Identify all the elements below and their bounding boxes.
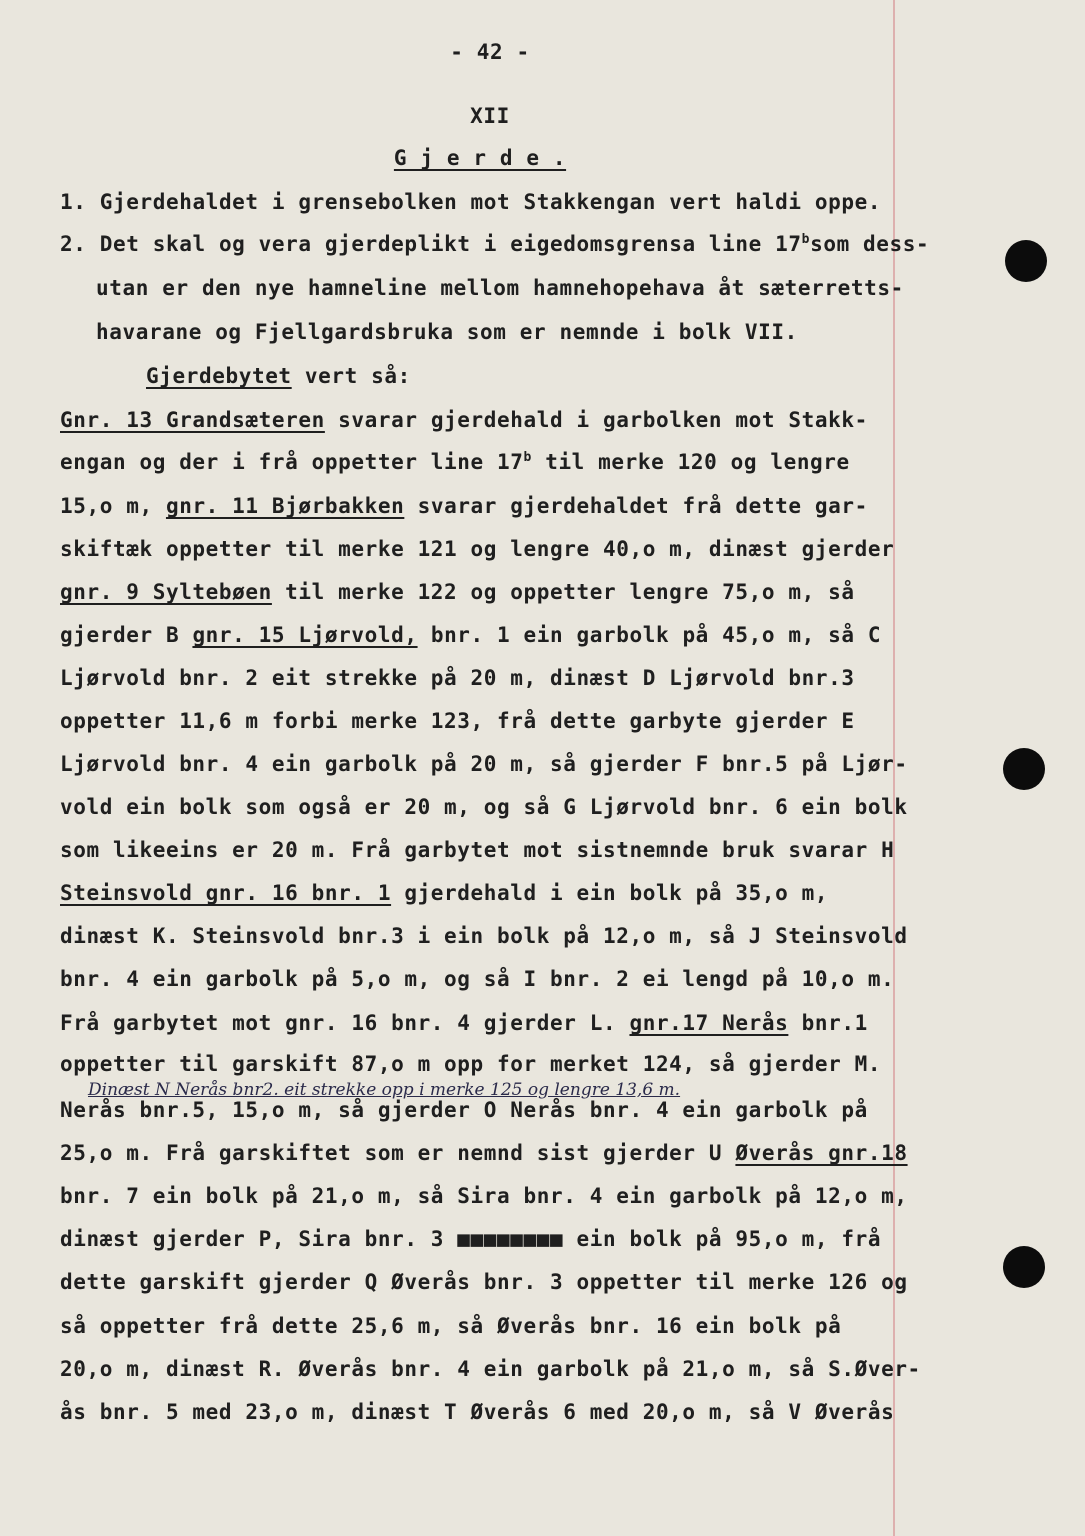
text-line: oppetter 11,6 m forbi merke 123, frå dette garbyte gjerder E (60, 709, 855, 733)
text-line: som likeeins er 20 m. Frå garbytet mot sistnemnde bruk svarar H (60, 838, 895, 862)
text-line: så oppetter frå dette 25,6 m, så Øverås bnr. 16 ein bolk på (60, 1314, 842, 1338)
item-number: 2. (60, 232, 87, 256)
text-segment: Frå garbytet mot gnr. 16 bnr. 4 gjerder L. (60, 1011, 630, 1035)
punch-hole (1003, 748, 1045, 790)
text-line: dinæst gjerder P, Sira bnr. 3 ■■■■■■■■ ein bolk på 95,o m, frå (60, 1227, 882, 1251)
item-2 (60, 232, 929, 256)
text-line: havarane og Fjellgardsbruka som er nemnde i bolk VII. (96, 320, 798, 344)
text-segment: gjerder B (60, 623, 193, 647)
text-line (60, 1011, 868, 1035)
property-name: gnr.17 Nerås (629, 1011, 789, 1035)
property-name: gnr. 11 Bjørbakken (165, 494, 405, 518)
property-name: gnr. 9 Syltebøen (60, 580, 272, 604)
superscript: b (523, 450, 532, 465)
text-line (60, 408, 868, 432)
property-name: Øverås gnr.18 (735, 1141, 908, 1165)
text-line: bnr. 7 ein bolk på 21,o m, så Sira bnr. 4 ein garbolk på 12,o m, (60, 1184, 908, 1208)
text-line (60, 494, 868, 518)
text-segment: til merke 122 og oppetter lengre 75,o m, så (271, 580, 855, 604)
item-text: Gjerdehaldet i grensebolken mot Stakkengan vert haldi oppe. (99, 190, 882, 214)
text-segment: gjerdehald i ein bolk på 35,o m, (391, 881, 829, 905)
section-title: G j e r d e . (393, 146, 567, 170)
item-number: 1. (60, 190, 87, 214)
text-line: oppetter til garskift 87,o m opp for merket 124, så gjerder M. (60, 1052, 882, 1076)
text-segment: til merke 120 og lengre (531, 450, 850, 474)
text-line (60, 623, 881, 647)
text-segment: svarar gjerdehaldet frå dette gar- (404, 494, 868, 518)
superscript: b (801, 232, 811, 247)
subheading-rest: vert så: (291, 364, 411, 388)
text-line: Ljørvold bnr. 4 ein garbolk på 20 m, så gjerder F bnr.5 på Ljør- (60, 752, 908, 776)
property-name: gnr. 15 Ljørvold, (192, 623, 418, 647)
text-line (60, 1141, 908, 1165)
punch-hole (1003, 1246, 1045, 1288)
text-line: 20,o m, dinæst R. Øverås bnr. 4 ein garbolk på 21,o m, så S.Øver- (60, 1357, 921, 1381)
text-segment: 25,o m. Frå garskiftet som er nemnd sist gjerder U (60, 1141, 736, 1165)
text-line: bnr. 4 ein garbolk på 5,o m, og så I bnr. 2 ei lengd på 10,o m. (60, 967, 895, 991)
text-line: ås bnr. 5 med 23,o m, dinæst T Øverås 6 med 20,o m, så V Øverås (60, 1400, 895, 1424)
subheading (146, 364, 411, 388)
text-segment: bnr.1 (788, 1011, 868, 1035)
handwritten-insertion: Dinæst N Nerås bnr2. eit strekke opp i merke 125 og lengre 13,6 m. (88, 1080, 681, 1100)
item-text: som dess- (810, 232, 930, 256)
text-segment: 15,o m, (60, 494, 166, 518)
text-line: skiftæk oppetter til merke 121 og lengre 40,o m, dinæst gjerder (60, 537, 895, 561)
text-segment: bnr. 1 ein garbolk på 45,o m, så C (417, 623, 882, 647)
property-name: Steinsvold gnr. 16 bnr. 1 (60, 881, 392, 905)
text-line: vold ein bolk som også er 20 m, og så G Ljørvold bnr. 6 ein bolk (60, 795, 908, 819)
property-name: Gnr. 13 Grandsæteren (60, 408, 325, 432)
subheading-underlined: Gjerdebytet (146, 364, 292, 388)
text-line (60, 580, 855, 604)
text-line (60, 881, 828, 905)
item-1 (60, 190, 881, 214)
text-segment: svarar gjerdehald i garbolken mot Stakk- (324, 408, 868, 432)
page-number: - 42 - (450, 40, 530, 64)
punch-hole (1005, 240, 1047, 282)
text-line: utan er den nye hamneline mellom hamnehopehava åt sæterretts- (96, 276, 904, 300)
item-text: Det skal og vera gjerdeplikt i eigedomsgrensa line 17 (99, 232, 802, 256)
text-line (60, 450, 850, 474)
text-line: Nerås bnr.5, 15,o m, så gjerder O Nerås bnr. 4 ein garbolk på (60, 1098, 868, 1122)
text-line: Ljørvold bnr. 2 eit strekke på 20 m, dinæst D Ljørvold bnr.3 (60, 666, 855, 690)
section-number: XII (470, 104, 510, 128)
text-line: dette garskift gjerder Q Øverås bnr. 3 oppetter til merke 126 og (60, 1270, 908, 1294)
text-segment: engan og der i frå oppetter line 17 (60, 450, 524, 474)
text-line: dinæst K. Steinsvold bnr.3 i ein bolk på 12,o m, så J Steinsvold (60, 924, 908, 948)
